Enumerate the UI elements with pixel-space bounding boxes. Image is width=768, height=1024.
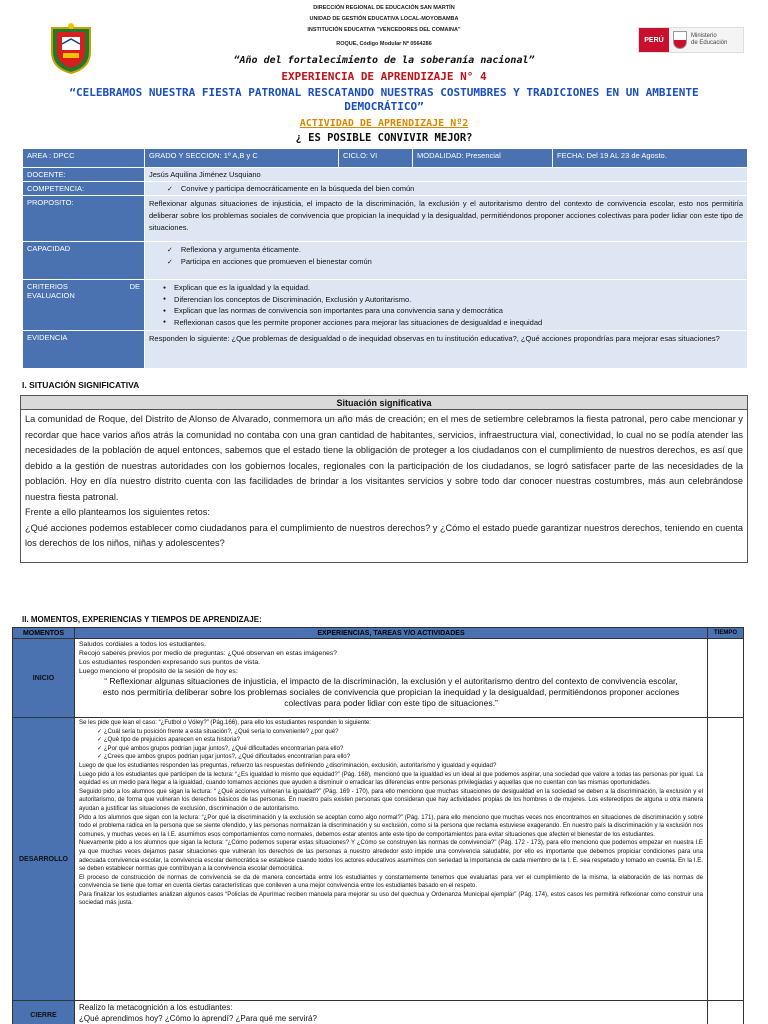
situacion-paragraph: Frente a ello planteamos los siguientes retos: [25,507,210,517]
header-line-4: ROQUE, Código Modular Nº 0564286 [336,41,432,47]
col-tiempo: TIEMPO [708,628,744,639]
inicio-proposito-quote: “ Reflexionar algunas situaciones de injusticia, el impacto de la discriminación, la exclusión y el autoritarismo dentro del contexto de convivencia escolar, esto nos permitiría deliberar sobre los problemas sociales de convivencia que propician la inequidad y la desigualdad, permitiéndonos proponer acciones colectivas para poder lidiar con este tipo de situaciones.” [102,676,680,708]
proposito-value: Reflexionar algunas situaciones de injusticia, el impacto de la discriminación, la exclusión y el autoritarismo dentro del contexto de convivencia escolar, esto nos permitiría deliberar sobre los problemas sociales de convivencia que propician la inequidad y la desigualdad, permitiéndonos proponer acciones colectivas para poder lidiar con este tipo de situaciones. [145,196,748,242]
capacidad-item: ✓ Reflexiona y argumenta éticamente. [149,244,743,256]
col-experiencias: EXPERIENCIAS, TAREAS Y/O ACTIVIDADES [75,628,708,639]
criterio-item: ● Reflexionan casos que les permite proponer acciones para mejorar las situaciones de desigualdad e inequidad [149,317,743,329]
momentos-table [12,627,744,1024]
competencia-value: ✓ Convive y participa democráticamente en la búsqueda del bien común [149,184,743,193]
document-header [0,0,768,150]
ministry-text-1: Ministerio [691,33,717,39]
docente-label: DOCENTE: [23,168,145,182]
fecha-cell: FECHA: Del 19 AL 23 de Agosto. [553,149,748,168]
peru-mark: PERÚ [639,28,669,52]
year-motto: “Año del fortalecimiento de la soberanía nacional” [233,55,535,66]
area-cell: AREA : DPCC [23,149,145,168]
evaluacion-label: EVALUACION [27,291,75,300]
situacion-box [20,395,748,563]
section-situacion-heading: I. SITUACIÓN SIGNIFICATIVA [22,380,140,390]
situacion-paragraph: ¿Qué acciones podemos establecer como ciudadanos para el cumplimiento de nuestros derechos? y ¿Cómo el estado puede garantizar nuestros derechos, teniendo en cuenta los derechos de los niños, niñas y adolescentes? [25,522,743,548]
inicio-line: Los estudiantes responden expresando sus puntos de vista. [79,659,260,666]
situacion-title: Situación significativa [21,396,747,410]
modalidad-cell: MODALIDAD: Presencial [413,149,553,168]
desarrollo-paragraph: El proceso de construcción de normas de convivencia se da de manera concertada entre los estudiantes y constantemente tenemos que evaluarlas para ver el cumplimiento de la misma, la elaboración de las normas de convivencia se tiene que tomar en cuenta ciertas características que conlleven a una mejor convivencia entre los estudiantes basado en el respeto. [79,873,703,890]
evidencia-label: EVIDENCIA [23,331,145,369]
criterio-item: ● Explican que es la igualdad y la equidad. [149,282,743,294]
guiding-question: ¿ ES POSIBLE CONVIVIR MEJOR? [295,132,473,144]
proposito-label: PROPOSITO: [23,196,145,242]
capacidad-label: CAPACIDAD [23,242,145,280]
phase-cierre: CIERRE [13,1001,75,1024]
peru-shield-icon [673,31,687,49]
cierre-line: ¿Qué aprendimos hoy? ¿Cómo lo aprendí? ¿Para qué me servirá? [79,1014,317,1023]
desarrollo-paragraph: Para finalizar los estudiantes analizan algunos casos “Policías de Apurímac reciben manuela para mejorar su uso del quechua y Ordenanza Municipal ejemplar” (Pág. 174), estos casos les permitirá reflexionar como construir una sociedad más justa. [79,890,703,907]
activity-title: ACTIVIDAD DE APRENDIZAJE Nº2 [299,118,469,129]
ministry-text-2: de Educación [691,40,728,46]
header-line-2: UNIDAD DE GESTIÓN EDUCATIVA LOCAL-MOYOBAMBA [309,16,459,22]
desarrollo-time [708,718,744,1001]
main-title: “CELEBRAMOS NUESTRA FIESTA PATRONAL RESCATANDO NUESTRAS COSTUMBRES Y TRADICIONES EN UN AMBIENTE DEMOCRÁTICO” [69,86,699,113]
experience-title: EXPERIENCIA DE APRENDIZAJE N° 4 [281,70,487,83]
competencia-label: COMPETENCIA: [23,182,145,196]
capacidad-item: ✓ Participa en acciones que promueven el bienestar común [149,256,743,268]
inicio-line: Luego menciono el propósito de la sesión de hoy es: [79,668,238,675]
desarrollo-question: ✓ ¿Crees que ambos grupos podrían jugar juntos?, ¿Qué dificultades encontrarían para ello? [79,753,703,762]
phase-desarrollo: DESARROLLO [13,718,75,1001]
ciclo-cell: CICLO: VI [339,149,413,168]
section-momentos-heading: II. MOMENTOS, EXPERIENCIAS Y TIEMPOS DE APRENDIZAJE: [22,615,262,624]
desarrollo-question: ✓ ¿Qué tipo de prejuicios aparecen en esta historia? [79,736,703,745]
desarrollo-paragraph: Nuevamente pido a los alumnos que sigan la lectura: “¿Cómo podemos superar estas situaciones? Y ¿Cómo se construyen las normas de convivencia?” (Pág. 172 - 173), para ello menciono que podemos empezar en nuestra I.E ya que muchas veces dejamos pasar situaciones que vulneran los derechos de las personas a nuestro alrededor esto impide una convivencia saludable, por ello es importante que debemos propiciar condiciones para una adecuada convivencia escolar, la convivencia escolar democrática se establece cuando todos los actores educativos asumimos con seriedad la importancia de cada miembro de la I. E. sea respetado y tomado en cuenta. En la I.E. se deben establecer normas que contribuyan a la convivencia escolar democrática. [79,839,703,873]
criterios-label: CRITERIOS [27,282,68,291]
desarrollo-paragraph: Luego pido a los estudiantes que participen de la lectura: “¿Es igualdad lo mismo que equidad?” (Pág. 168), mencionó que la igualdad es un ideal al que podemos aspirar, una sociedad que valore a todas las personas por igual. La equidad es un medio para llegar a la igualdad, cuando tomamos acciones que ayuden a disminuir o erradicar las diferencias entre personas privilegiadas y aquellas que no cuentan con las mismas oportunidades. [79,770,703,787]
desarrollo-intro: Se les pide que lean el caso: “¿Futbol o Vóley?” (Pág.166), para ello los estudiantes responden lo siguiente: [79,719,372,726]
inicio-time [708,639,744,718]
docente-value: Jesús Aquilina Jiménez Usquiano [145,168,748,182]
inicio-line: Recojo saberes previos por medio de preguntas: ¿Qué observan en estas imágenes? [79,650,338,657]
desarrollo-paragraph: Pido a los alumnos que sigan con la lectura: “¿Por qué la discriminación y la exclusión se aceptan como algo normal?” (Pág. 171), para ello menciono que muchas veces nos encontramos en situaciones de discriminación y sobre todo el problema radica en la persona que se siente ofendido, y las personas normalizan la discriminación y su exclusión, como si la persona que reclama estuviese exagerando. En nuestro país la discriminación y la exclusión nos comunes, y muchas veces en la I.E. asumimos esos comportamientos como normales, debemos estar atentos ante este tipo de comportamientos para evitar situaciones que afecten el bienestar de los estudiantes. [79,813,703,838]
phase-inicio: INICIO [13,639,75,718]
ministry-logo [638,27,744,53]
desarrollo-paragraph: Seguido pido a los alumnos que sigan la lectura: “ ¿Qué acciones vulneran la igualdad?” (Pág. 169 - 170), para ello menciono que muchas situaciones de desigualdad en la sociedad se deben a la discriminación, la exclusión y el autoritarismo, de forma que vulneran los derechos básicos de las personas. En nuestro país existen personas que consideran que hay actividades propias de los hombres o de mujeres. Los estereotipos de alguna u otra manera ayudan a justificar las situaciones de exclusión, discriminación o de autoritarismo. [79,787,703,812]
header-line-1: DIRECCIÓN REGIONAL DE EDUCACIÓN SAN MARTÍN [313,5,455,11]
grado-cell: GRADO Y SECCION: 1º A,B y C [145,149,339,168]
cierre-time [708,1001,744,1024]
desarrollo-question: ✓ ¿Por qué ambos grupos podrían jugar juntos?, ¿Qué dificultades encontrarían para ello? [79,745,703,754]
desarrollo-question: ✓ ¿Cuál sería tu posición frente a esta situación?, ¿Qué sería lo conveniente? ¿por qué? [79,728,703,737]
criterio-item: ● Explican que las normas de convivencia son importantes para una convivencia sana y democrática [149,305,743,317]
cierre-line: Realizo la metacognición a los estudiantes: [79,1003,233,1012]
inicio-line: Saludos cordiales a todos los estudiantes. [79,641,206,648]
desarrollo-paragraph: Luego de que los estudiantes responden las preguntas, refuerzo las respuestas definiendo ¿discriminación, exclusión, autoritarismo y igualdad y equidad? [79,761,497,769]
col-momentos: MOMENTOS [13,628,75,639]
evidencia-value: Responden lo siguiente: ¿Que problemas de desigualdad o de inequidad observas en tu institución educativa?, ¿Qué acciones propondrías para mejorar esas situaciones? [145,331,748,369]
session-info-table [22,148,748,369]
criterios-label-de: DE [129,282,140,291]
criterio-item: ● Diferencian los conceptos de Discriminación, Exclusión y Autoritarismo. [149,294,743,306]
situacion-paragraph: La comunidad de Roque, del Distrito de Alonso de Alvarado, conmemora un año más de creación; en el mes de setiembre celebramos la fiesta patronal, pero cabe mencionar y recordar que hace varios años atrás la comunidad no contaba con una gran cantidad de habitantes, servicios, infraestructura vial, conectividad, lo cual no se podía atender las necesidades de la población de aquel entonces, sabemos que el estado tiene la obligación de proteger a los ciudadanos con el cumplimiento de nuestros derechos, es así que debido a la gestión de nuestras autoridades con los gobiernos locales, regionales con la participación de los ciudadanos, se logró satisfacer parte de las necesidades de la población. Hoy en día nuestro distrito cuenta con las facilidades de brindar a los visitantes servicios y sobre todo dar conocer nuestras costumbres, más aun celebrándose nuestra fiesta patronal. [25,414,743,502]
header-line-3: INSTITUCIÓN EDUCATIVA "VENCEDORES DEL COMAINA" [307,27,461,33]
